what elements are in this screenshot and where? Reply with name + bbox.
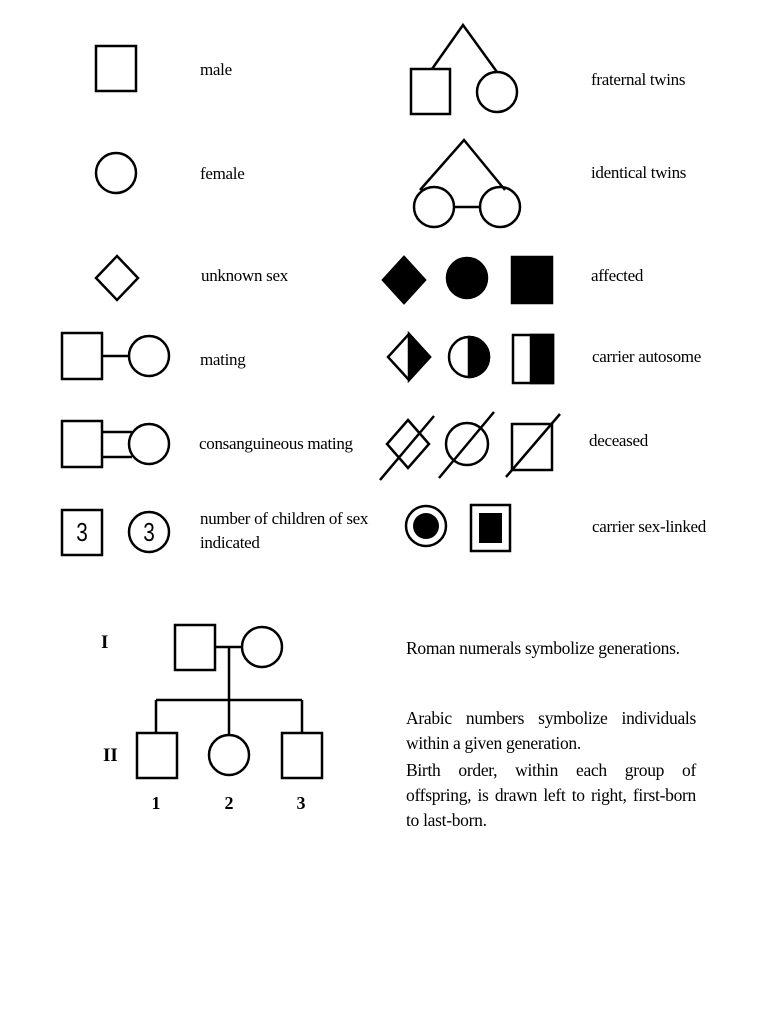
gen2-individual-3 xyxy=(282,733,322,778)
fraternal-twins-symbol xyxy=(411,25,517,114)
note-arabic-numbers: Arabic numbers symbolize individuals within a given generation. xyxy=(406,708,696,753)
label-carrier-sex-linked: carrier sex-linked xyxy=(592,517,707,536)
label-deceased: deceased xyxy=(589,431,648,450)
individual-number-1: 1 xyxy=(151,793,161,813)
note-birth-order: Birth order, within each group of offspring, is drawn left to right, first-born to last-born. xyxy=(406,760,696,830)
label-number-of-children: number of children of sex indicated xyxy=(200,509,369,552)
affected-female-symbol xyxy=(447,258,487,298)
gen1-mother xyxy=(242,627,282,667)
label-fraternal-twins: fraternal twins xyxy=(591,70,686,89)
label-mating: mating xyxy=(200,350,246,369)
female-symbol xyxy=(96,153,136,193)
affected-unknown-symbol xyxy=(383,257,425,303)
label-male: male xyxy=(200,60,232,79)
label-affected: affected xyxy=(591,266,644,285)
affected-male-symbol xyxy=(512,257,552,303)
note-roman-numerals: Roman numerals symbolize generations. xyxy=(406,638,680,658)
affected-symbols xyxy=(383,257,552,303)
label-consanguineous-mating: consanguineous mating xyxy=(199,434,353,453)
consanguineous-mating-symbol xyxy=(62,421,169,467)
carrier-sex-linked-symbols xyxy=(406,505,510,551)
individual-number-2: 2 xyxy=(224,793,234,813)
individual-number-3: 3 xyxy=(296,793,306,813)
gen2-individual-2 xyxy=(209,735,249,775)
gen1-father xyxy=(175,625,215,670)
generation-label-2: II xyxy=(103,745,118,766)
female-count-number: 3 xyxy=(143,517,155,547)
label-carrier-autosome: carrier autosome xyxy=(592,347,701,366)
deceased-symbols xyxy=(380,412,560,480)
generation-label-1: I xyxy=(101,632,109,653)
unknown-sex-symbol xyxy=(96,256,138,300)
identical-twins-symbol xyxy=(414,140,520,227)
carrier-autosome-symbols xyxy=(388,334,553,383)
label-female: female xyxy=(200,164,245,183)
gen2-individual-1 xyxy=(137,733,177,778)
mating-symbol xyxy=(62,333,169,379)
label-unknown-sex: unknown sex xyxy=(201,266,288,285)
male-count-number: 3 xyxy=(76,517,88,547)
pedigree-example xyxy=(137,625,322,778)
male-symbol xyxy=(96,46,136,91)
label-identical-twins: identical twins xyxy=(591,163,687,182)
